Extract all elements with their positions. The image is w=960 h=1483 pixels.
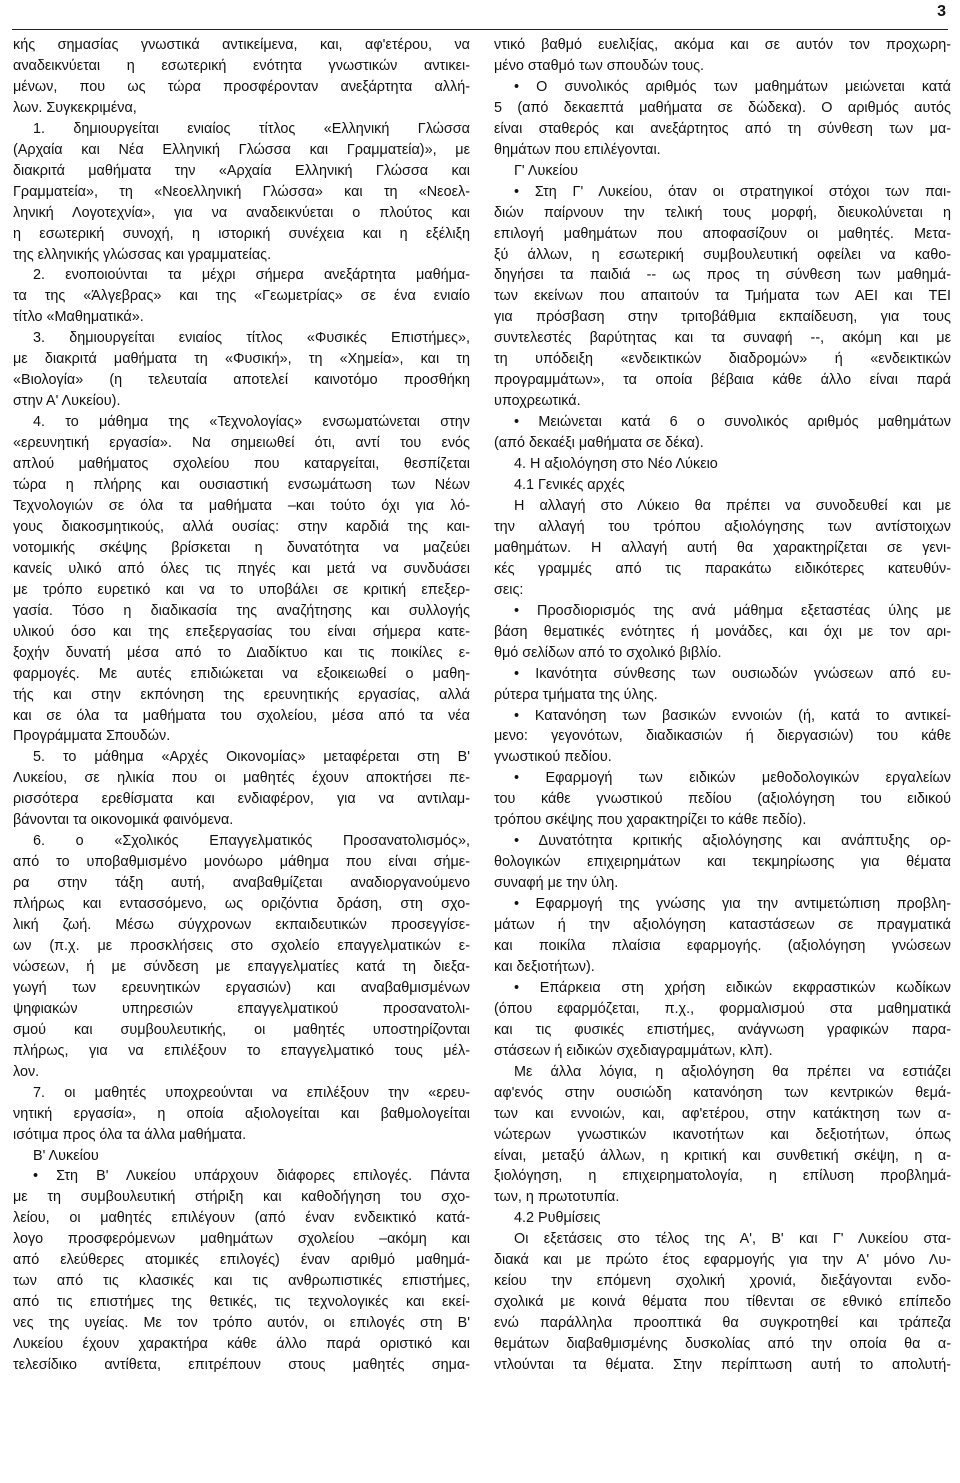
text-line: • Δυνατότητα κριτικής αξιολόγησης και ανάπτυξης ορ-: [514, 833, 951, 850]
text-line: θμό σελίδων από το σχολικό βιβλίο.: [494, 644, 722, 661]
text-line: Λυκείου, σε ηλικία που οι μαθητές έχουν αποκτήσει πε-: [13, 770, 470, 787]
text-line: • Στη Γ' Λυκείου, όταν οι στρατηγικοί στόχοι των παι-: [514, 183, 951, 200]
text-line: από τις επιστήμες της θετικές, τις τεχνολογικές και εκεί-: [13, 1294, 470, 1311]
text-line: • Μειώνεται κατά 6 ο συνολικός αριθμός μαθημάτων: [514, 414, 951, 431]
text-line: 7. οι μαθητές υποχρεούνται να επιλέξουν την «ερευ-: [33, 1084, 470, 1101]
text-line: και τις φυσικές επιστήμες, ανάγνωση γραφικών παρα-: [494, 1021, 951, 1038]
text-line: των εκείνων που απαιτούν τα Τμήματα των ΑΕΙ και ΤΕΙ: [494, 288, 951, 305]
text-line: απλού μαθήματος σχολείου που καταργείται, θεσπίζεται: [13, 456, 470, 473]
text-line: φαρμογές. Με αυτές επιδιώκεται να εξοικειωθεί ο μαθη-: [13, 665, 470, 682]
text-line: μάτων ή την αξιολόγηση καταστάσεων σε πραγματικά: [494, 917, 951, 934]
text-line: με διακριτά μαθήματα τη «Φυσική», τη «Χημεία», και τη: [13, 351, 470, 368]
text-line: τη υπόδειξη «ενδεικτικών διαδρομών» ή «ενδεικτικών: [494, 351, 951, 368]
text-line: λων. Συγκεκριμένα,: [13, 99, 137, 116]
text-line: ξύ άλλων, η εσωτερική συμβουλευτική οφείλει να καθο-: [494, 246, 951, 263]
text-line: λογο προσφερόμενων μαθημάτων σχολείου –ακόμη και: [13, 1231, 470, 1248]
text-line: θολογικών επιχειρημάτων και τεκμηρίωσης για θέματα: [494, 854, 951, 871]
text-line: σχολικά με κοινά θέματα που τίθενται σε εθνικό επίπεδο: [494, 1294, 951, 1311]
text-line: μαθημάτων. Η αλλαγή αυτή θα χαρακτηρίζεται σε γενι-: [494, 539, 951, 556]
text-line: ων (π.χ. με προσκλήσεις στο σχολείο επαγγελματικών ε-: [13, 937, 470, 954]
text-line: είναι, μεταξύ άλλων, η κριτική και συνθετική σκέψη, η α-: [494, 1147, 951, 1164]
text-line: Η αλλαγή στο Λύκειο θα πρέπει να συνοδευθεί και με: [514, 497, 951, 514]
text-line: ρα στην τάξη αυτή, αναβαθμίζεται αναδιοργανούμενο: [13, 875, 470, 892]
text-line: νητική εργασία», η οποία αξιολογείται και βαθμολογείται: [13, 1105, 470, 1122]
text-line: συναφή με την ύλη.: [494, 875, 619, 892]
text-line: και δεξιοτήτων).: [494, 958, 595, 975]
text-line: γωγή των ερευνητικών εργασιών) και αναβαθμισμένων: [13, 979, 470, 996]
text-line: των, η πρωτοτυπία.: [494, 1189, 620, 1206]
text-line: • Εφαρμογή των ειδικών μεθοδολογικών εργαλείων: [514, 770, 951, 787]
text-line: σμού και συμβουλευτικής, οι μαθητές υποστηρίζονται: [13, 1021, 470, 1038]
text-line: διών παίρνουν την τελική τους μορφή, διευκολύνεται η: [494, 204, 951, 221]
text-line: υποχρεωτικά.: [494, 393, 581, 410]
text-line: ληνική Λογοτεχνία», για να αναδεικνύεται ο πλούτος και: [13, 204, 470, 221]
text-line: • Κατανόηση των βασικών εννοιών (ή, κατά το αντικεί-: [514, 707, 951, 724]
text-line: 4.1 Γενικές αρχές: [514, 477, 625, 494]
text-line: λική ζωή. Μέσω σύγχρονων εκπαιδευτικών προσεγγίσε-: [13, 917, 470, 934]
text-line: πλήρως, για να επιλέξουν το επαγγελματικό τους μέλ-: [13, 1042, 470, 1059]
text-line: τίτλο «Μαθηματικά».: [13, 309, 144, 326]
text-line: βάση θεματικές ενότητες ή μονάδες, και όχι με τον αρι-: [494, 623, 951, 640]
text-line: • Επάρκεια στη χρήση ειδικών εκφραστικών κωδίκων: [514, 979, 951, 996]
text-line: τής και στην εκπόνηση της ερευνητικής εργασίας, αλλά: [13, 686, 470, 703]
text-line: στάσεων ή ειδικών σχεδιαγραμμάτων, κλπ).: [494, 1042, 773, 1059]
text-line: κανείς υλικό από όλες τις πηγές και μετά να συνδυάσει: [13, 560, 470, 577]
text-line: την αλλαγή του τρόπου αξιολόγησης των αντίστοιχων: [494, 518, 951, 535]
text-line: διακά και με πρώτο έτος εφαρμογής για την Α' μόνο Λυ-: [494, 1252, 951, 1269]
text-line: • Ικανότητα σύνθεσης των ουσιωδών γνώσεων από ευ-: [514, 665, 951, 682]
text-line: γασία. Τόσο η διαδικασία της αναζήτησης και συλλογής: [13, 602, 470, 619]
text-line: κείου την επόμενη σχολική χρονιά, διεξάγονται ενδο-: [494, 1273, 951, 1290]
text-line: αναδεικνύεται η εσωτερική ενότητα γνωστικών αντικει-: [13, 57, 470, 74]
text-line: ρύτερα τμήματα της ύλης.: [494, 686, 658, 703]
text-line: από το υποβαθμισμένο μονόωρο μάθημα που είναι σήμε-: [13, 854, 470, 871]
text-line: «ερευνητική εργασία». Να σημειωθεί ότι, αντί του ενός: [13, 435, 470, 452]
text-line: θημάτων που επιλέγονται.: [494, 141, 661, 158]
text-line: βάνονται τα οικονομικά φαινόμενα.: [13, 812, 234, 829]
text-line: στην Α' Λυκείου).: [13, 393, 121, 410]
text-line: τρόπου σκέψης που χαρακτηρίζει το κάθε πεδίο).: [494, 812, 807, 829]
left-column: [13, 35, 470, 1475]
text-line: ρισσότερα ερεθίσματα και ενδιαφέρον, για να αντιλαμ-: [13, 791, 470, 808]
text-line: ψηφιακών υπηρεσιών επαγγελματικού προσανατολι-: [13, 1000, 470, 1017]
text-line: επιλογή μαθημάτων που αποφασίζουν οι μαθητές. Μετα-: [494, 225, 951, 242]
text-line: 5. το μάθημα «Αρχές Οικονομίας» μεταφέρεται στη Β': [33, 749, 470, 766]
text-line: ισότιμα προς όλα τα άλλα μαθήματα.: [13, 1126, 247, 1143]
text-line: ενώ παράλληλα προοπτικά θα συγκροτηθεί και τράπεζα: [494, 1315, 951, 1332]
text-line: 4. το μάθημα της «Τεχνολογίας» ενσωματώνεται στην: [33, 414, 470, 431]
text-line: θεμάτων διαβαθμισμένης δυσκολίας από την οποία θα α-: [494, 1336, 951, 1353]
page-number: 3: [937, 3, 946, 20]
text-line: Γραμματεία», τη «Νεοελληνική Γλώσσα» και τη «Νεοελ-: [13, 183, 470, 200]
text-line: με τη συμβουλευτική στήριξη και καθοδήγηση του σχο-: [13, 1189, 470, 1206]
text-line: των και εννοιών, και, αφ'ετέρου, στην κατάκτηση των α-: [494, 1105, 951, 1122]
text-line: 6. ο «Σχολικός Επαγγελματικός Προσανατολισμός»,: [33, 833, 470, 850]
text-line: τα της «Άλγεβρας» και της «Γεωμετρίας» σε ένα ενιαίο: [13, 288, 470, 305]
text-line: νώτερων γνωστικών ικανοτήτων και δεξιοτήτων, όπως: [494, 1126, 951, 1143]
text-line: 4. Η αξιολόγηση στο Νέο Λύκειο: [514, 456, 718, 473]
text-line: της ελληνικής γλώσσας και γραμματείας.: [13, 246, 272, 263]
text-line: • Στη Β' Λυκείου υπάρχουν διάφορες επιλογές. Πάντα: [33, 1168, 470, 1185]
text-line: και ποικίλα πλαίσια εφαρμογής. (αξιολόγηση γνώσεων: [494, 937, 951, 954]
text-line: Προγράμματα Σπουδών.: [13, 728, 171, 745]
text-line: των από τις κλασικές και τις ανθρωπιστικές επιστήμες,: [13, 1273, 470, 1290]
text-line: 4.2 Ρυθμίσεις: [514, 1210, 601, 1227]
text-line: είναι σταθερός και ανεξάρτητος από τη σύνθεση των μα-: [494, 120, 951, 137]
text-line: προγραμμάτων», τα οποία βέβαια κάθε άλλο είναι παρά: [494, 372, 951, 389]
text-line: κής σημασίας γνωστικά αντικείμενα, και, αφ'ετέρου, να: [13, 37, 470, 53]
text-line: για πρόσβαση στην τριτοβάθμια εκπαίδευση, για τους: [494, 309, 951, 326]
text-line: (Αρχαία και Νέα Ελληνική Γλώσσα και Γραμματεία)», με: [13, 141, 470, 158]
text-line: μένο σταθμό των σπουδών τους.: [494, 57, 704, 74]
text-line: νοτομικής σκέψης βρίσκεται η δυνατότητα να μαζεύει: [13, 539, 470, 556]
right-column: [494, 35, 951, 1475]
text-line: κές γραμμές από τις παρακάτω ειδικότερες κατευθύν-: [494, 560, 951, 577]
text-line: του κάθε γνωστικού πεδίου (αξιολόγηση του ειδικού: [494, 791, 951, 808]
text-line: διακριτά μαθήματα την «Αρχαία Ελληνική Γλώσσα και: [13, 162, 470, 179]
text-line: τελεσίδικο αντίθετα, επιτρέπουν στους μαθητές σημα-: [13, 1357, 470, 1374]
text-line: συντελεστές βαρύτητας και τα συναφή --, ακόμη και με: [494, 330, 951, 347]
text-line: Τεχνολογιών σε όλα τα μαθήματα –και τούτο όχι για λό-: [13, 497, 470, 514]
text-line: γνωστικού πεδίου.: [494, 749, 612, 766]
text-line: η εσωτερική συνοχή, η ιστορική συνέχεια και η εξέλιξη: [13, 225, 470, 242]
text-line: πλήρως και εντασσόμενο, ως οριζόντια δράση, στη σχο-: [13, 896, 470, 913]
text-line: Β' Λυκείου: [33, 1147, 99, 1164]
header-rule: [12, 29, 948, 30]
text-line: • Εφαρμογή της γνώσης για την αντιμετώπιση προβλη-: [514, 896, 951, 913]
text-line: «Βιολογία» (η τελευταία αποτελεί καινοτόμο προσθήκη: [13, 372, 470, 389]
text-line: • Ο συνολικός αριθμός των μαθημάτων μειώνεται κατά: [514, 78, 951, 95]
text-line: τώρα η πλήρης και ουσιαστική ενσωμάτωση των Νέων: [13, 477, 470, 494]
text-line: νώσεων, ή με σύνδεση με επαγγελματίες κατά τη διεξα-: [13, 958, 470, 975]
text-line: υλικού όσο και της επεξεργασίας του είναι σήμερα κατε-: [13, 623, 470, 640]
text-line: δηγήσει τα παιδιά -- ως προς τη σύνθεση των μαθημά-: [494, 267, 951, 284]
text-line: γους διακοσμητικούς, αλλά ουσίας: στην καρδιά της και-: [13, 518, 470, 535]
text-line: από ελεύθερες ατομικές επιλογές) έναν αριθμό μαθημά-: [13, 1252, 470, 1269]
text-line: ντλούνται τα θέματα. Στην περίπτωση αυτή το απολυτή-: [494, 1357, 951, 1374]
text-line: ντικό βαθμό ευελιξίας, ακόμα και σε αυτόν τον προχωρη-: [494, 37, 951, 53]
text-line: μενο: γεγονότων, διαδικασιών ή διεργασιών) του κάθε: [494, 728, 951, 745]
text-line: μένων, που ως τώρα προσφέρονταν ανεξάρτητα αλλή-: [13, 78, 470, 95]
text-line: (από δεκαέξι μαθήματα σε δέκα).: [494, 435, 704, 452]
text-line: 5 (από δεκαεπτά μαθήματα σε δώδεκα). Ο αριθμός αυτός: [494, 99, 951, 116]
text-line: αφ'ενός στην ουσιώδη κατανόηση των κεντρικών θεμά-: [494, 1084, 951, 1101]
text-line: και σε όλα τα μαθήματα του σχολείου, μέσα από τα νέα: [13, 707, 470, 724]
text-line: 2. ενοποιούνται τα μέχρι σήμερα ανεξάρτητα μαθήμα-: [33, 267, 470, 284]
text-line: (όπου εφαρμόζεται, π.χ., φορμαλισμού στα μαθηματικά: [494, 1000, 951, 1017]
text-line: ξιολόγηση, η επιχειρηματολογία, η επίλυση προβλημά-: [494, 1168, 951, 1185]
text-line: με τρόπο ευρετικό και να το υποβάλει σε κριτική επεξερ-: [13, 581, 470, 598]
text-line: νες της υγείας. Με τον τρόπο αυτόν, οι επιλογές στη Β': [13, 1315, 470, 1332]
text-line: Με άλλα λόγια, η αξιολόγηση θα πρέπει να εστιάζει: [514, 1063, 951, 1080]
text-line: • Προσδιορισμός της ανά μάθημα εξεταστέας ύλης με: [514, 602, 951, 619]
text-line: λείου, οι μαθητές επιλέγουν (από έναν ενδεικτικό κατά-: [13, 1210, 470, 1227]
text-line: Γ' Λυκείου: [514, 162, 579, 179]
text-line: 3. δημιουργείται ενιαίος τίτλος «Φυσικές Επιστήμες»,: [33, 330, 470, 347]
text-line: λον.: [13, 1063, 40, 1080]
text-line: Λυκείου έχουν χαρακτήρα κάθε άλλο παρά οριστικό και: [13, 1336, 470, 1353]
text-line: σεις:: [494, 581, 524, 598]
text-line: 1. δημιουργείται ενιαίος τίτλος «Ελληνική Γλώσσα: [33, 120, 470, 137]
text-line: ξοχήν δυνατή μέσα από το Διαδίκτυο και τις ποικίλες ε-: [13, 644, 470, 661]
text-line: Οι εξετάσεις στο τέλος της Α', Β' και Γ' Λυκείου στα-: [514, 1231, 951, 1248]
